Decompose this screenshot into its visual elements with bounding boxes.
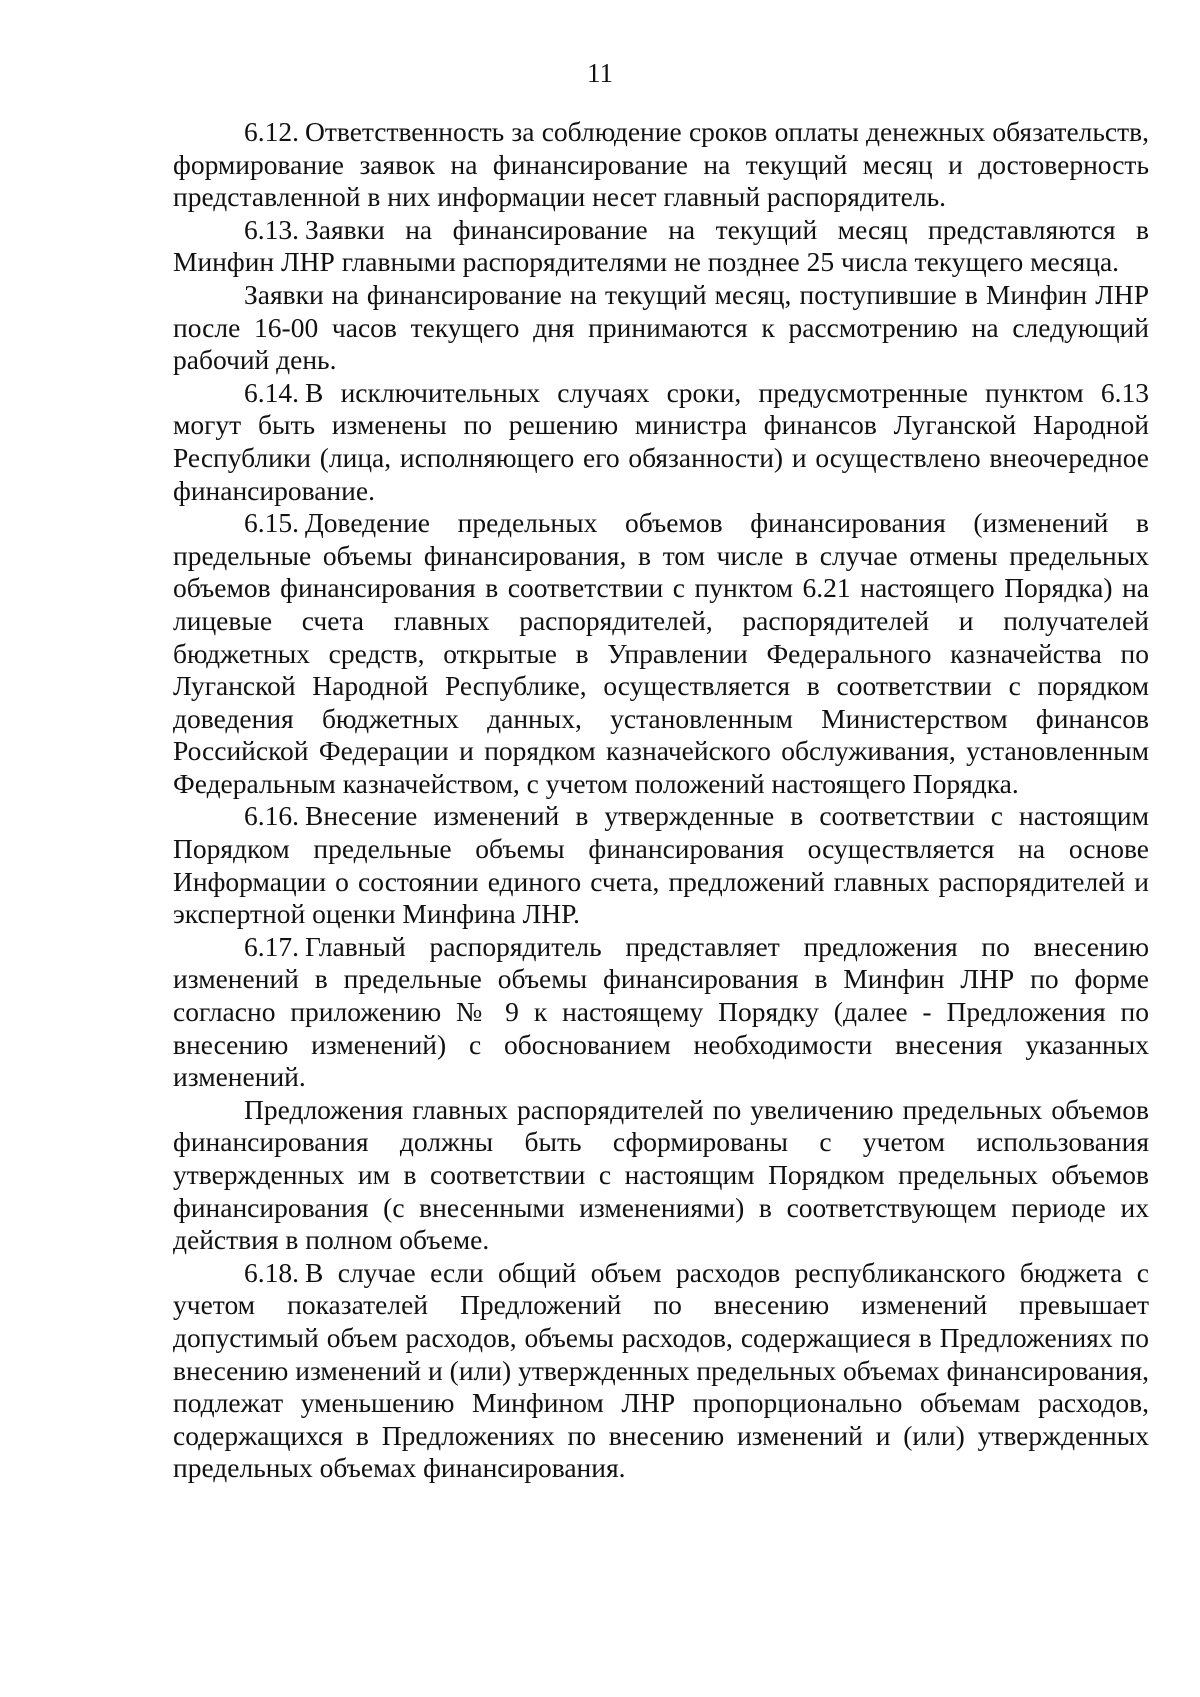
paragraph-number: 6.14.: [244, 376, 299, 408]
paragraph-text: Предложения главных распорядителей по увеличению предельных объемов финансирования должны быть сформированы с учетом использования утвержденных им в соответствии с настоящим Порядком предельных объемов финансирования (с внесенными изменениями) в соответствующем периоде их действия в полном объеме.: [173, 1093, 1149, 1256]
page-number: 11: [587, 58, 613, 88]
paragraph-6-18: [173, 1257, 1149, 1485]
paragraph-6-14: [173, 377, 1149, 507]
paragraph-number: 6.16.: [244, 800, 299, 832]
paragraph-number: 6.18.: [244, 1256, 299, 1288]
paragraph-number: 6.13.: [244, 213, 299, 245]
paragraph-number: 6.12.: [244, 116, 299, 147]
paragraph-text: Заявки на финансирование на текущий месяц, поступившие в Минфин ЛНР после 16-00 часов текущего дня принимаются к рассмотрению на следующий рабочий день.: [173, 278, 1149, 376]
paragraph-text: Доведение предельных объемов финансирования (изменений в предельные объемы финансирования, в том числе в случае отмены предельных объемов финансирования в соответствии с пунктом 6.21 настоящего Порядка) на лицевые счета главных распорядителей, распорядителей и получателей бюджетных средств, открытые в Управлении Федерального казначейства по Луганской Народной Республике, осуществляется в соответствии с порядком доведения бюджетных данных, установленным Министерством финансов Российской Федерации и порядком казначейского обслуживания, установленным Федеральным казначейством, с учетом положений настоящего Порядка.: [173, 507, 1149, 799]
paragraph-6-15: [173, 507, 1149, 800]
paragraph-6-13: [173, 214, 1149, 279]
paragraph-text: Заявки на финансирование на текущий месяц представляются в Минфин ЛНР главными распорядителями не позднее 25 числа текущего месяца.: [173, 213, 1149, 278]
document-body: [173, 116, 1149, 1485]
paragraph-6-12: [173, 116, 1149, 214]
paragraph-text: В исключительных случаях сроки, предусмотренные пунктом 6.13 могут быть изменены по решению министра финансов Луганской Народной Республики (лица, исполняющего его обязанности) и осуществлено внеочередное финансирование.: [173, 376, 1149, 506]
paragraph-text: Внесение изменений в утвержденные в соответствии с настоящим Порядком предельные объемы финансирования осуществляется на основе Информации о состоянии единого счета, предложений главных распорядителей и экспертной оценки Минфина ЛНР.: [173, 800, 1149, 930]
paragraph-text: В случае если общий объем расходов республиканского бюджета с учетом показателей Предложений по внесению изменений превышает допустимый объем расходов, объемы расходов, содержащиеся в Предложениях по внесению изменений и (или) утвержденных предельных объемах финансирования, подлежат уменьшению Минфином ЛНР пропорционально объемам расходов, содержащихся в Предложениях по внесению изменений и (или) утвержденных предельных объемах финансирования.: [173, 1256, 1149, 1484]
paragraph-text: Главный распорядитель представляет предложения по внесению изменений в предельные объемы финансирования в Минфин ЛНР по форме согласно приложению № 9 к настоящему Порядку (далее - Предложения по внесению изменений) с обоснованием необходимости внесения указанных изменений.: [173, 930, 1149, 1093]
paragraph-6-17: [173, 931, 1149, 1094]
paragraph-6-13-continued: [173, 279, 1149, 377]
paragraph-6-16: [173, 800, 1149, 930]
paragraph-number: 6.17.: [244, 930, 299, 962]
paragraph-number: 6.15.: [244, 507, 299, 539]
paragraph-6-17-continued: [173, 1094, 1149, 1257]
paragraph-text: Ответственность за соблюдение сроков оплаты денежных обязательств, формирование заявок на финансирование на текущий месяц и достоверность представленной в них информации несет главный распорядитель.: [173, 116, 1149, 213]
